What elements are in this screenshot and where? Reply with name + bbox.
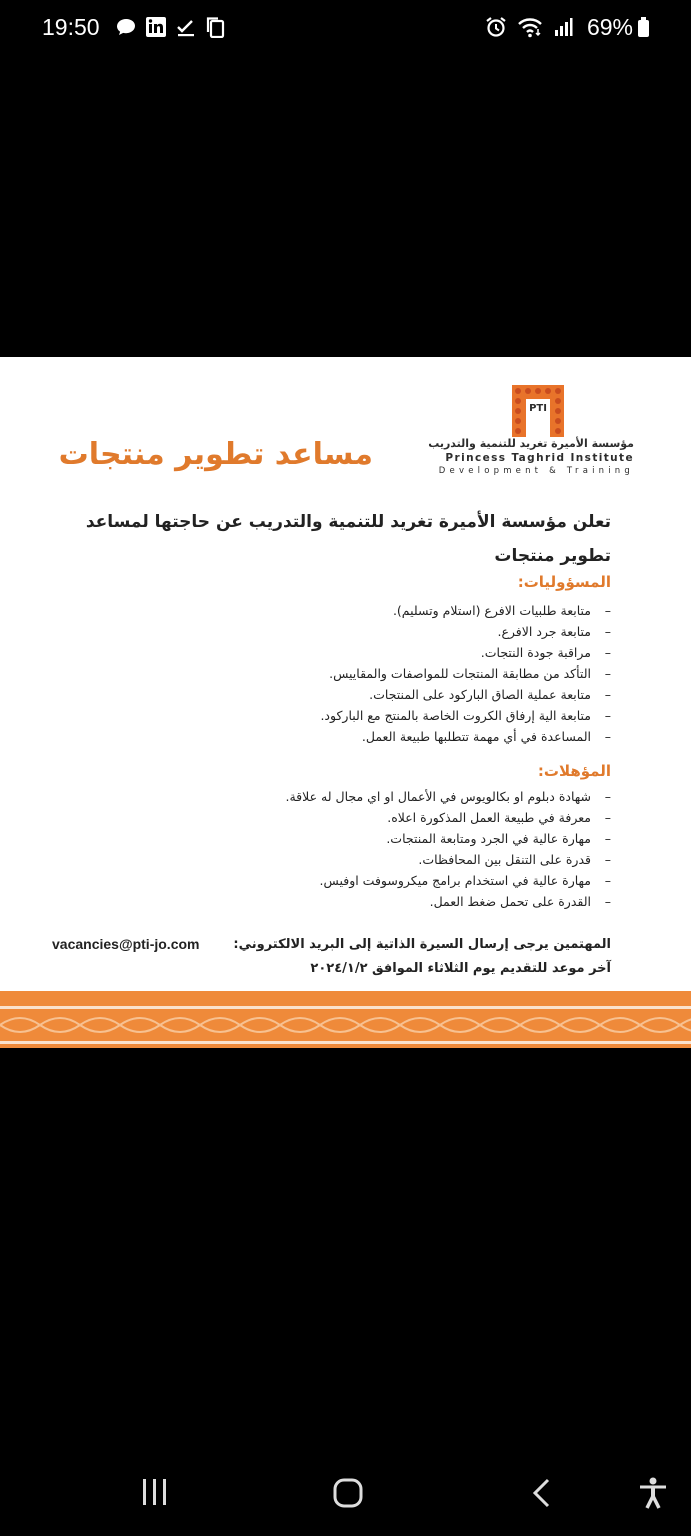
list-item: – المساعدة في أي مهمة تتطلبها طبيعة العمل. xyxy=(51,726,611,747)
list-item: – متابعة طلبيات الافرع (استلام وتسليم). xyxy=(51,600,611,621)
signal-icon xyxy=(553,17,573,37)
responsibilities-list xyxy=(51,600,611,747)
chat-bubble-icon xyxy=(116,17,136,37)
status-bar xyxy=(0,0,691,56)
list-item: – متابعة جرد الافرع. xyxy=(51,621,611,642)
logo-arabic-name: مؤسسة الأميرة تغريد للتنمية والتدريب xyxy=(428,437,634,450)
list-item: – معرفة في طبيعة العمل المذكورة اعلاه. xyxy=(51,807,611,828)
list-item: – شهادة دبلوم او بكالويوس في الأعمال او اي مجال له علاقة. xyxy=(51,786,611,807)
status-time: 19:50 xyxy=(42,14,100,40)
qualifications-heading: المؤهلات: xyxy=(537,762,611,780)
responsibilities-heading: المسؤوليات: xyxy=(517,573,611,591)
apply-instructions: المهتمين يرجى إرسال السيرة الذاتية إلى البريد الالكتروني: xyxy=(233,937,611,952)
list-item: – متابعة عملية الصاق الباركود على المنتجات. xyxy=(51,684,611,705)
list-item: – قدرة على التنقل بين المحافظات. xyxy=(51,849,611,870)
accessibility-icon[interactable] xyxy=(637,1476,669,1510)
list-item: – القدرة على تحمل ضغط العمل. xyxy=(51,891,611,912)
battery-icon xyxy=(638,20,649,37)
notification-icons xyxy=(116,16,225,38)
home-icon[interactable] xyxy=(333,1478,363,1508)
contact-email: vacancies@pti-jo.com xyxy=(52,936,200,952)
logo-english-name: Princess Taghrid Institute xyxy=(445,452,634,464)
copy-icon xyxy=(205,16,225,38)
list-item: – مهارة عالية في استخدام برامج ميكروسوفت اوفيس. xyxy=(51,870,611,891)
system-icons xyxy=(485,16,573,38)
recent-apps-icon[interactable] xyxy=(140,1478,170,1506)
decorative-band xyxy=(0,991,691,1048)
pattern-icon xyxy=(0,991,691,1048)
navigation-bar xyxy=(0,1440,691,1536)
job-title: مساعد تطوير منتجات xyxy=(58,437,373,472)
pti-logo-mark-icon xyxy=(512,385,564,437)
battery-percent: 69% xyxy=(586,14,633,40)
qualifications-list xyxy=(51,786,611,912)
list-item: – مهارة عالية في الجرد ومتابعة المنتجات. xyxy=(51,828,611,849)
alarm-icon xyxy=(485,16,507,38)
download-check-icon xyxy=(176,17,196,37)
linkedin-icon xyxy=(145,16,167,38)
list-item: – متابعة الية إرفاق الكروت الخاصة بالمنتج مع الباركود. xyxy=(51,705,611,726)
list-item: – التأكد من مطابقة المنتجات للمواصفات والمقاييس. xyxy=(51,663,611,684)
svg-text:PTI: PTI xyxy=(529,403,547,414)
wifi-icon xyxy=(517,16,543,38)
list-item: – مراقبة جودة النتجات. xyxy=(51,642,611,663)
logo-english-subtitle: Development & Training xyxy=(438,466,634,476)
pti-logo xyxy=(428,385,638,480)
job-poster xyxy=(0,357,691,1048)
application-deadline: آخر موعد للتقديم يوم الثلاثاء الموافق ٢٠٢٤/١/٢ xyxy=(310,961,611,976)
intro-text: تعلن مؤسسة الأميرة تغريد للتنمية والتدريب عن حاجتها لمساعد تطوير منتجات xyxy=(85,512,611,566)
back-icon[interactable] xyxy=(530,1478,554,1508)
